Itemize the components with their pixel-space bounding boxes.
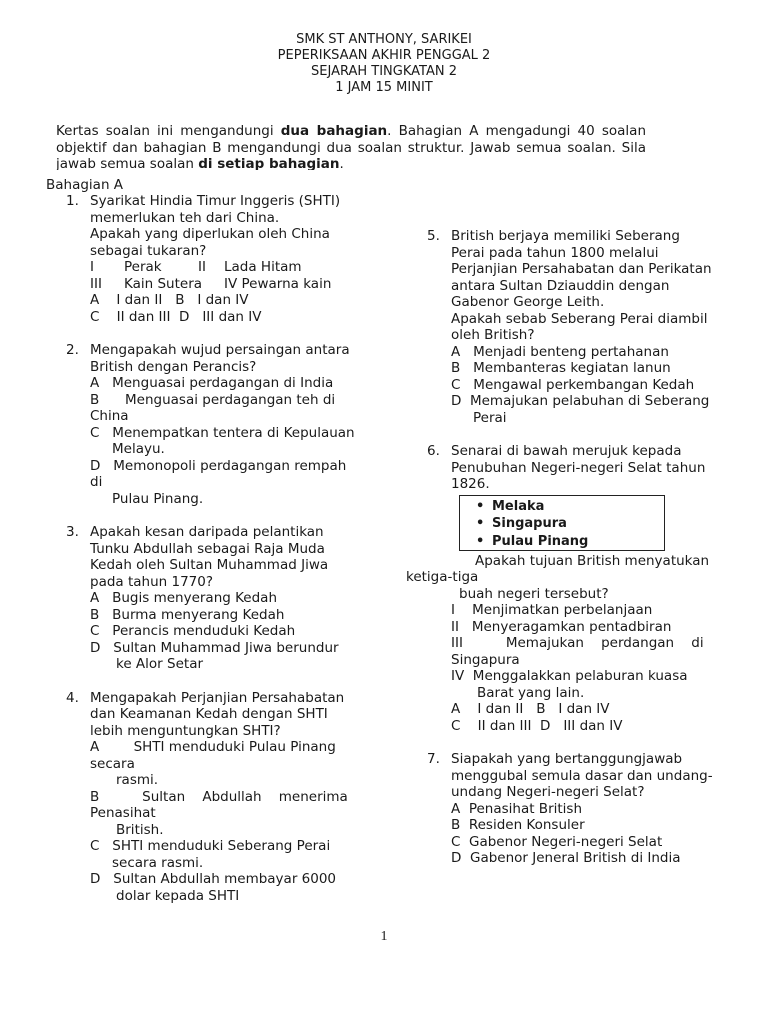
question-7: 7. Siapakah yang bertanggungjawab menggubal semula dasar dan undang- undang Negeri-negeri Selat? A Penasihat British B Residen Konsuler C Gabenor Negeri-negeri Selat D Gabenor Jeneral British di India — [427, 751, 713, 866]
list-item: • Pulau Pinang — [492, 533, 664, 551]
school-name: SMK ST ANTHONY, SARIKEI — [296, 32, 472, 47]
document-header — [0, 32, 768, 96]
instructions-paragraph: Kertas soalan ini mengandungi dua bahagian. Bahagian A mengadungi 40 soalan objektif dan bahagian B mengandungi dua soalan struktur. Jawab semua soalan. Sila jawab semua soalan di setiap bahagian. — [56, 123, 646, 170]
question-3: 3. Apakah kesan daripada pelantikan Tunku Abdullah sebagai Raja Muda Kedah oleh Sultan Muhammad Jiwa pada tahun 1770? A Bugis menyerang Kedah B Burma menyerang Kedah C Perancis menduduki Kedah D Sultan Muhammad Jiwa berundur ke Alor Setar — [66, 524, 339, 672]
left-column — [66, 193, 362, 904]
roman-options-row-1: I Perak II Lada Hitam — [90, 259, 302, 275]
states-list-box — [459, 495, 665, 551]
section-title: Bahagian A — [46, 177, 124, 193]
question-5: 5. British berjaya memiliki Seberang Perai pada tahun 1800 melalui Perjanjian Persahabatan dan Perikatan antara Sultan Dziauddin dengan Gabenor George Leith. Apakah sebab Seberang Perai diambil oleh British? A Menjadi benteng pertahanan B Membanteras kegiatan lanun C Mengawal perkembangan Kedah D Memajukan pelabuhan di Seberang Perai — [427, 228, 712, 426]
exam-duration: 1 JAM 15 MINIT — [335, 80, 433, 95]
subject-title: SEJARAH TINGKATAN 2 — [311, 64, 457, 79]
exam-title: PEPERIKSAAN AKHIR PENGGAL 2 — [277, 48, 491, 63]
question-6: 6. Senarai di bawah merujuk kepada Penubuhan Negeri-negeri Selat tahun 1826. • Melaka • Singapura • Pulau Pinang Apakah tujuan British menyatukan ketiga-tiga buah negeri tersebut? I Menjimatkan perbelanjaan II Menyeragamkan pentadbiran III Memajukan perdangan di Singapura IV Menggalakkan pelaburan kuasa Barat yang lain. A I dan II B I dan IV C II dan III D III dan IV — [451, 443, 723, 734]
question-1: 1. Syarikat Hindia Timur Inggeris (SHTI) memerlukan teh dari China. Apakah yang diperlukan oleh China sebagai tukaran? I Perak II Lada Hitam III Kain Sutera IV Pewarna kain A I dan II B I dan IV C II dan III D III dan IV — [90, 193, 362, 325]
roman-options-row-2: III Kain Sutera IV Pewarna kain — [90, 275, 332, 292]
question-2: 2. Mengapakah wujud persaingan antara British dengan Perancis? A Menguasai perdagangan di India B Menguasai perdagangan teh di China C Menempatkan tentera di Kepulauan Melayu. D Memonopoli perdagangan rempah di Pulau Pinang. — [66, 342, 355, 507]
question-4: 4. Mengapakah Perjanjian Persahabatan dan Keamanan Kedah dengan SHTI lebih menguntungkan SHTI? A SHTI menduduki Pulau Pinang secara rasmi. B Sultan Abdullah menerima Penasihat British. C SHTI menduduki Seberang Perai secara rasmi. D Sultan Abdullah membayar 6000 dolar kepada SHTI — [66, 689, 348, 904]
page-number: 1 — [380, 929, 388, 944]
list-item: • Singapura — [492, 515, 664, 533]
list-item: • Melaka — [492, 498, 664, 516]
right-column — [406, 228, 723, 867]
